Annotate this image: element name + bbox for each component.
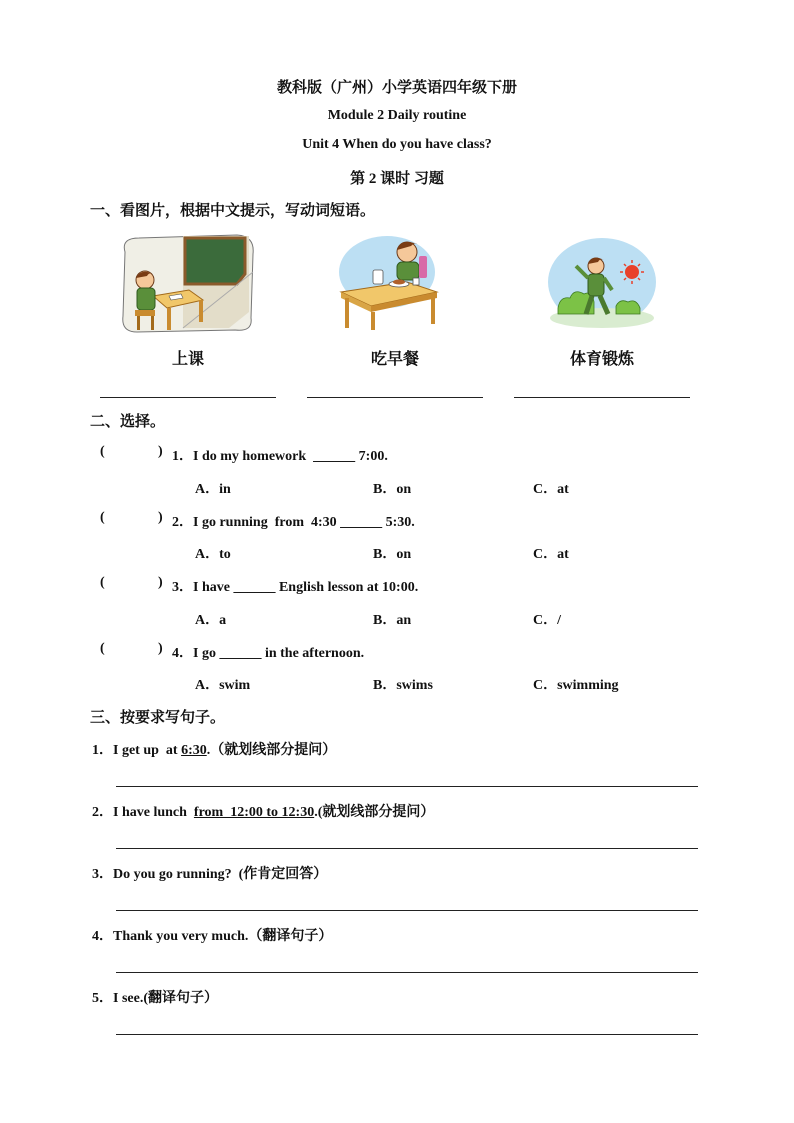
- boy-eating-breakfast-icon: [337, 232, 441, 332]
- sentence-task: 4．Thank you very much.（翻译句子）: [92, 929, 333, 944]
- caption-do-exercise: 体育锻炼: [569, 351, 634, 368]
- option-b[interactable]: B．on: [373, 482, 412, 497]
- option-c[interactable]: C．/: [533, 613, 561, 628]
- option-a[interactable]: A．a: [195, 613, 227, 628]
- answer-paren-close: ): [158, 641, 163, 656]
- option-a[interactable]: A．in: [195, 482, 231, 497]
- writing-line[interactable]: [116, 972, 698, 973]
- option-c[interactable]: C．at: [533, 482, 569, 497]
- boy-at-desk-in-classroom-icon: [117, 232, 257, 336]
- option-b[interactable]: B．swims: [373, 678, 433, 693]
- answer-paren-open: (: [100, 510, 105, 525]
- writing-line[interactable]: [116, 786, 698, 787]
- writing-line[interactable]: [116, 1034, 698, 1035]
- caption-have-breakfast: 吃早餐: [370, 351, 419, 368]
- section3-heading: 三、按要求写句子。: [90, 710, 226, 726]
- caption-attend-class: 上课: [171, 351, 204, 368]
- module-title: Module 2 Daily routine: [327, 108, 467, 123]
- option-c[interactable]: C．at: [533, 547, 569, 562]
- sentence-task: 2．I have lunch from 12:00 to 12:30.(就划线部分提问）: [92, 805, 435, 820]
- answer-paren-open: (: [100, 575, 105, 590]
- answer-paren-open: (: [100, 444, 105, 459]
- answer-paren-open: (: [100, 641, 105, 656]
- answer-line[interactable]: [307, 397, 483, 398]
- question-stem: 1．I do my homework ______ 7:00.: [172, 449, 388, 464]
- answer-line[interactable]: [514, 397, 690, 398]
- writing-line[interactable]: [116, 848, 698, 849]
- sentence-task: 1．I get up at 6:30.（就划线部分提问）: [92, 743, 337, 758]
- answer-paren-close: ): [158, 444, 163, 459]
- option-c[interactable]: C．swimming: [533, 678, 619, 693]
- writing-line[interactable]: [116, 910, 698, 911]
- sentence-task: 5．I see.(翻译句子）: [92, 991, 218, 1006]
- question-stem: 3．I have ______ English lesson at 10:00.: [172, 580, 419, 595]
- section2-heading: 二、选择。: [90, 414, 166, 430]
- sentence-task: 3．Do you go running? (作肯定回答）: [92, 867, 328, 882]
- option-b[interactable]: B．an: [373, 613, 412, 628]
- option-b[interactable]: B．on: [373, 547, 412, 562]
- question-stem: 4．I go ______ in the afternoon.: [172, 646, 365, 661]
- boy-exercising-outdoors-icon: [546, 236, 658, 328]
- section1-heading: 一、看图片，根据中文提示，写动词短语。: [90, 203, 376, 219]
- answer-paren-close: ): [158, 510, 163, 525]
- option-a[interactable]: A．swim: [195, 678, 251, 693]
- answer-line[interactable]: [100, 397, 276, 398]
- question-stem: 2．I go running from 4:30 ______ 5:30.: [172, 515, 415, 530]
- option-a[interactable]: A．to: [195, 547, 231, 562]
- unit-title: Unit 4 When do you have class?: [302, 137, 492, 152]
- page-title: 教科版（广州）小学英语四年级下册: [276, 80, 517, 96]
- answer-paren-close: ): [158, 575, 163, 590]
- lesson-title: 第 2 课时 习题: [350, 171, 444, 187]
